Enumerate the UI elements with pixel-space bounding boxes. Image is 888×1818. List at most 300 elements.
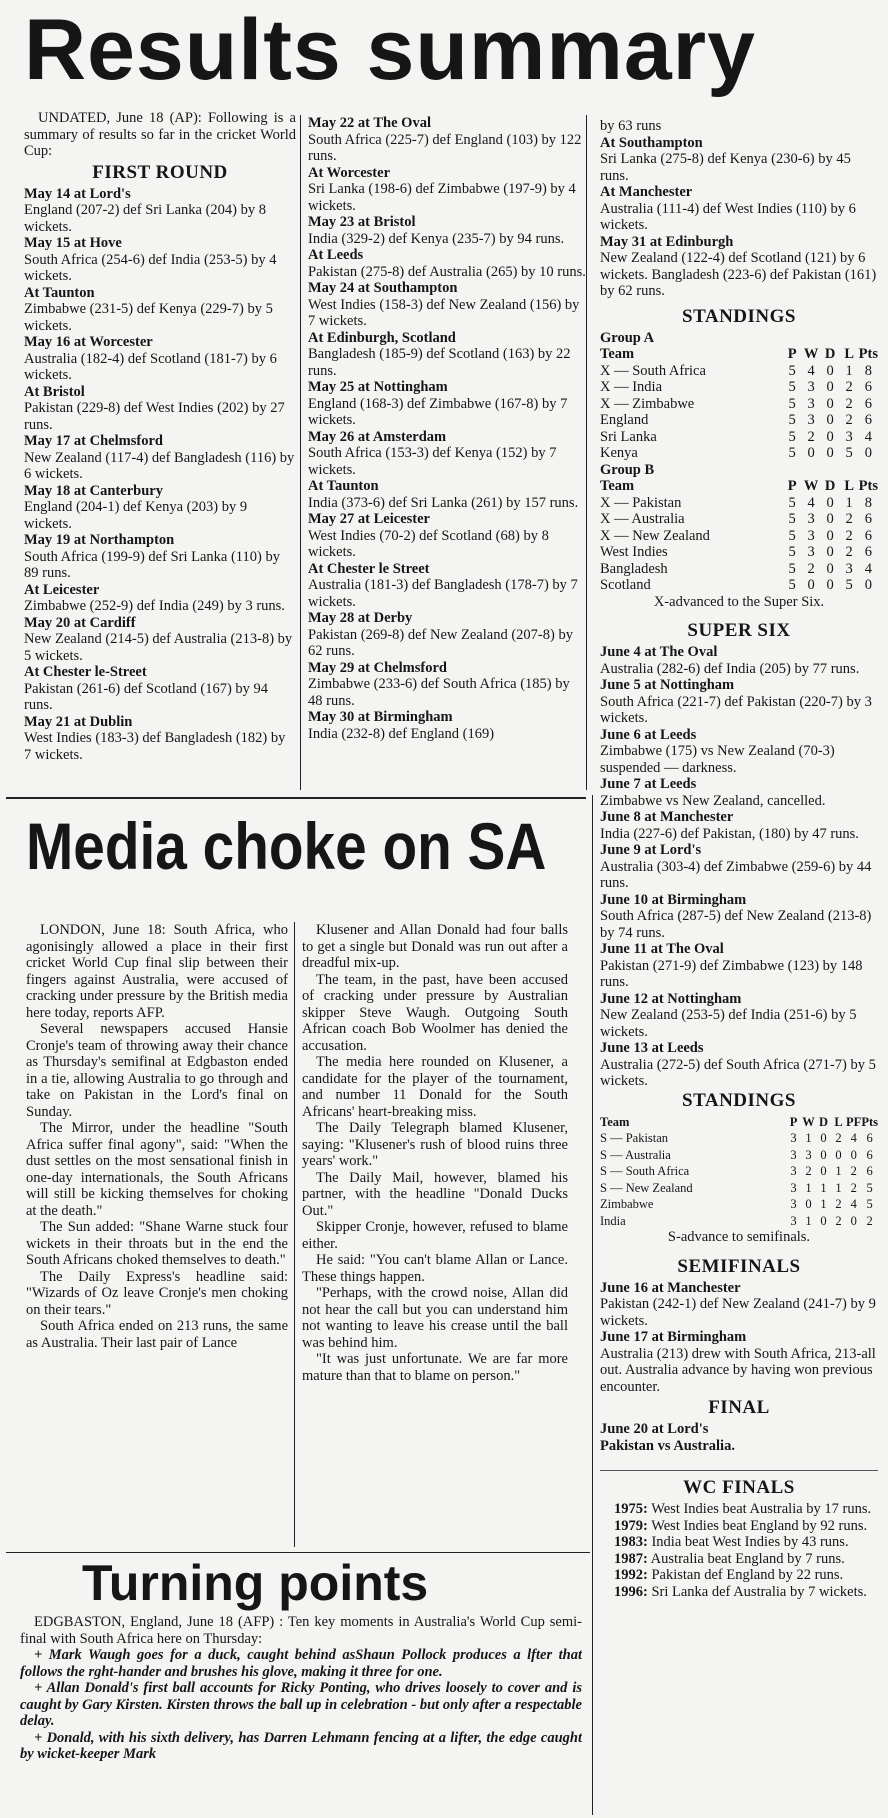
match-result: Australia (111-4) def West Indies (110) by 6 wickets. (600, 200, 856, 233)
table-cell: X — New Zealand (600, 527, 710, 544)
table-cell: 1 (805, 1180, 812, 1195)
match-entry (308, 280, 586, 330)
table-header (600, 1114, 878, 1131)
match-result: India (227-6) def Pakistan, (180) by 47 runs. (600, 825, 859, 842)
table-cell: Kenya (600, 445, 638, 461)
group-table (600, 478, 878, 594)
table-cell: 0 (864, 577, 872, 593)
turning-headline: Turning points (82, 1555, 429, 1611)
table-cell: 2 (835, 1131, 842, 1145)
wc-final-entry (600, 1567, 878, 1584)
match-entry (308, 165, 586, 215)
match-result: Zimbabwe (252-9) def India (249) by 3 runs. (24, 598, 285, 614)
intro-text: UNDATED, June 18 (AP): Following is a summary of results so far in the cricket World Cup: (24, 110, 296, 159)
match-entry (600, 809, 878, 842)
match-venue: At Chester le Street (308, 560, 430, 577)
table-cell: 5 (788, 362, 796, 379)
match-result: South Africa (199-9) def Sri Lanka (110) by 89 runs. (24, 548, 280, 581)
table-cell: 4 (864, 560, 872, 577)
match-entry (600, 991, 878, 1041)
match-result: England (204-1) def Kenya (203) by 9 wickets. (24, 499, 248, 532)
match-result: New Zealand (214-5) def Australia (213-8) by 5 wickets. (24, 631, 293, 664)
table-cell: 2 (805, 1164, 812, 1178)
article-paragraph: LONDON, June 18: South Africa, who agonisingly allowed a place in their first cricket World Cup final slip between their fingers against Australia, were accused of cracking under pressure by the British media here today, reports AFP. (26, 922, 288, 1021)
wc-final-year: 1987: (614, 1550, 648, 1567)
column-rule (300, 115, 301, 790)
table-cell: 1 (845, 494, 853, 511)
semifinals-heading: SEMIFINALS (677, 1255, 801, 1277)
article-paragraph: The Sun added: "Shane Warne stuck four wickets in their throats but in the end the South Africans choked themselves to death." (26, 1219, 288, 1268)
match-result: Bangladesh (185-9) def Scotland (163) by 22 runs. (308, 346, 571, 379)
match-venue: May 30 at Birmingham (308, 709, 453, 725)
wc-final-entry (600, 1518, 878, 1535)
table-cell: 3 (807, 395, 815, 412)
header-cell: L (834, 1114, 843, 1129)
table-cell: 0 (826, 428, 834, 445)
first-round-list-2 (308, 115, 586, 742)
match-venue: May 19 at Northampton (24, 532, 175, 548)
table-cell: England (600, 412, 649, 428)
match-venue: May 18 at Canterbury (24, 482, 163, 499)
match-venue: At Edinburgh, Scotland (308, 329, 456, 346)
first-round-list-3 (600, 118, 878, 300)
match-entry (24, 582, 296, 615)
match-result: England (207-2) def Sri Lanka (204) by 8 wickets. (24, 202, 267, 235)
table-row (600, 561, 878, 578)
match-entry (308, 330, 586, 380)
table-cell: 5 (788, 379, 796, 395)
match-entry (600, 677, 878, 727)
table-cell: 8 (864, 362, 872, 379)
header-cell: D (824, 478, 836, 494)
match-result: India (329-2) def Kenya (235-7) by 94 runs. (308, 230, 565, 247)
table-cell: 8 (864, 494, 872, 511)
match-entry (308, 660, 586, 710)
match-result: Sri Lanka (198-6) def Zimbabwe (197-9) by 4 wickets. (308, 181, 576, 214)
table-cell: 1 (820, 1197, 827, 1211)
table-row (600, 396, 878, 413)
table-row (600, 379, 878, 396)
table-cell: 5 (788, 527, 796, 544)
header-cell: W (802, 1114, 815, 1129)
table-row (600, 1213, 878, 1230)
table-cell: Zimbabwe (600, 1197, 654, 1211)
match-venue: At Worcester (308, 164, 391, 181)
first-round-heading: FIRST ROUND (92, 161, 228, 183)
match-entry (24, 433, 296, 483)
match-result: New Zealand (253-5) def India (251-6) by 5 wickets. (600, 1007, 857, 1040)
match-result: West Indies (158-3) def New Zealand (156) by 7 wickets. (308, 296, 580, 329)
article-paragraph: The Mirror, under the headline "South Africa suffer final agony", said: "When the dust settles on the most sensational finish in one-day internationals, the South Africans will still be kicking themselves for choking at the death." (26, 1120, 288, 1219)
section-rule (6, 797, 586, 799)
match-entry (600, 644, 878, 677)
article-paragraph: The team, in the past, have been accused of cracking under pressure by Australian skipper Steve Waugh. Outgoing South African coach Bob Woolmer has denied the accusation. (302, 971, 568, 1054)
table-cell: 5 (788, 511, 796, 527)
match-venue: May 17 at Chelmsford (24, 433, 163, 449)
turning-point: + Allan Donald's first ball accounts for Ricky Ponting, who drives loosely to cover and is caught by Gary Kirsten. Kirsten throws the ball up in celebration - but only after a respectable delay. (20, 1680, 582, 1729)
table-cell: 3 (807, 544, 815, 560)
table-row (600, 577, 878, 594)
table-cell: 5 (788, 544, 796, 560)
match-result: Australia (182-4) def Scotland (181-7) by 6 wickets. (24, 350, 277, 383)
table-cell: 6 (864, 511, 872, 527)
match-entry (600, 234, 878, 300)
table-cell: X — Zimbabwe (600, 395, 695, 412)
match-result: Pakistan (269-8) def New Zealand (207-8) by 62 runs. (308, 626, 573, 659)
match-entry (24, 186, 296, 236)
wc-final-year: 1992: (614, 1567, 648, 1583)
match-venue: At Leicester (24, 581, 100, 598)
table-cell: 0 (805, 1197, 812, 1211)
table-cell: 3 (790, 1164, 797, 1178)
match-result: Australia (213) drew with South Africa, 213-all out. Australia advance by having won previous encounter. (600, 1345, 876, 1395)
standings-heading: STANDINGS (682, 305, 796, 327)
table-row (600, 1130, 878, 1147)
table-cell: 0 (826, 379, 834, 395)
table-cell: 6 (864, 544, 872, 560)
table-header (600, 478, 878, 495)
match-result: New Zealand (122-4) def Scotland (121) by 6 wickets. Bangladesh (223-6) def Pakistan (161) by 62 runs. (600, 250, 877, 299)
table-cell: 0 (826, 362, 834, 379)
table-cell: 2 (850, 1180, 857, 1195)
table-row (600, 363, 878, 380)
article-paragraph: The Daily Express's headline said: "Wizards of Oz leave Cronje's men choking on their tears." (26, 1268, 288, 1318)
table-cell: 0 (826, 445, 834, 461)
table-cell: 3 (845, 428, 853, 445)
table-cell: 1 (835, 1180, 842, 1195)
table-cell: 0 (864, 445, 872, 461)
table-row (600, 1163, 878, 1180)
table-cell: 1 (820, 1180, 827, 1195)
match-result: Pakistan (275-8) def Australia (265) by 10 runs. (308, 263, 586, 280)
final-match: Pakistan vs Australia. (600, 1437, 735, 1454)
match-result: Zimbabwe (231-5) def Kenya (229-7) by 5 wickets. (24, 301, 273, 334)
wc-final-year: 1975: (614, 1501, 648, 1517)
table-cell: 2 (845, 544, 853, 560)
turning-body (20, 1614, 582, 1814)
table-cell: 4 (864, 428, 872, 445)
table-row (600, 429, 878, 446)
table-row (600, 445, 878, 462)
table-cell: 3 (845, 560, 853, 577)
table-cell: 2 (807, 560, 815, 577)
match-entry (308, 561, 586, 611)
match-entry (600, 1040, 878, 1090)
article-paragraph: Skipper Cronje, however, refused to blame either. (302, 1219, 568, 1252)
match-venue: June 8 at Manchester (600, 809, 734, 825)
wc-final-entry (600, 1501, 878, 1518)
wc-final-entry (600, 1584, 878, 1601)
match-result: Sri Lanka (275-8) def Kenya (230-6) by 45 runs. (600, 151, 851, 184)
table-cell: 6 (866, 1147, 873, 1162)
match-entry (308, 379, 586, 429)
table-cell: 3 (790, 1147, 797, 1162)
article-paragraph: "Perhaps, with the crowd noise, Allan did not hear the call but you can understand him not wanting to leave his crease until the ball was behind him. (302, 1285, 568, 1351)
match-entry (24, 532, 296, 582)
table-cell: 0 (826, 412, 834, 428)
match-venue: June 9 at Lord's (600, 842, 702, 858)
super-six-standings-heading: STANDINGS (682, 1089, 796, 1111)
match-venue: May 15 at Hove (24, 235, 122, 251)
table-row (600, 1196, 878, 1213)
table-cell: 3 (790, 1197, 797, 1211)
table-cell: West Indies (600, 544, 668, 560)
header-cell: P (787, 346, 797, 362)
table-cell: 2 (845, 395, 853, 412)
match-entry (24, 615, 296, 665)
match-result: Zimbabwe vs New Zealand, cancelled. (600, 792, 826, 809)
table-cell: 0 (820, 1213, 827, 1228)
table-cell: 5 (845, 445, 853, 461)
table-cell: 1 (805, 1213, 812, 1228)
table-cell: X — India (600, 379, 663, 395)
super-six-footnote: S-advance to semifinals. (667, 1229, 811, 1245)
header-cell: PF (846, 1114, 862, 1129)
match-venue: May 16 at Worcester (24, 334, 153, 350)
super-six-list (600, 644, 878, 1090)
match-entry (24, 334, 296, 384)
match-result: Pakistan (242-1) def New Zealand (241-7) by 9 wickets. (600, 1296, 876, 1329)
final-heading: FINAL (708, 1397, 770, 1418)
match-venue: May 21 at Dublin (24, 713, 133, 730)
table-cell: 5 (788, 577, 796, 593)
match-venue: May 29 at Chelmsford (308, 659, 447, 676)
match-venue: May 14 at Lord's (24, 185, 131, 202)
match-venue: June 7 at Leeds (600, 776, 697, 792)
table-cell: 3 (790, 1213, 797, 1228)
media-headline: Media choke on SA (26, 809, 547, 883)
match-venue: June 4 at The Oval (600, 644, 718, 660)
table-cell: 5 (788, 395, 796, 412)
first-round-list-1 (24, 186, 296, 764)
super-six-standings-table (600, 1114, 878, 1230)
table-cell: Scotland (600, 577, 651, 593)
first-round-column-1 (24, 110, 296, 794)
table-cell: 5 (866, 1180, 873, 1195)
header-cell: Team (600, 478, 635, 494)
header-cell: L (844, 346, 854, 362)
wc-finals-heading: WC FINALS (600, 1470, 878, 1499)
match-result: Zimbabwe (175) vs New Zealand (70-3) suspended — darkness. (600, 743, 835, 776)
table-cell: 3 (790, 1131, 797, 1145)
table-cell: Bangladesh (600, 560, 668, 577)
match-venue: May 27 at Leicester (308, 511, 430, 527)
wc-final-year: 1996: (614, 1583, 648, 1600)
match-result: Zimbabwe (233-6) def South Africa (185) by 48 runs. (308, 676, 570, 709)
match-entry (308, 709, 586, 742)
match-result: Pakistan (261-6) def Scotland (167) by 94 runs. (24, 680, 269, 713)
match-venue: May 25 at Nottingham (308, 379, 448, 395)
match-result: South Africa (153-3) def Kenya (152) by 7 wickets. (308, 445, 557, 478)
table-cell: 2 (835, 1213, 842, 1228)
match-result: Australia (181-3) def Bangladesh (178-7) by 7 wickets. (308, 577, 578, 610)
table-cell: S — Pakistan (600, 1131, 669, 1145)
table-header (600, 346, 878, 363)
table-cell: 5 (788, 560, 796, 577)
wc-final-result: India beat West Indies by 43 runs. (651, 1534, 849, 1550)
table-row (600, 544, 878, 561)
table-cell: 1 (845, 362, 853, 379)
table-cell: 5 (788, 428, 796, 445)
table-cell: 6 (866, 1164, 873, 1178)
table-cell: 0 (826, 494, 834, 511)
match-venue: June 17 at Birmingham (600, 1329, 747, 1345)
table-cell: 2 (845, 511, 853, 527)
article-paragraph: The Daily Telegraph blamed Klusener, saying: "Klusener's rush of blood ruins three years' work." (302, 1120, 568, 1169)
match-venue: At Bristol (24, 383, 85, 400)
table-cell: X — South Africa (600, 362, 706, 379)
match-venue: At Chester le-Street (24, 664, 147, 680)
header-cell: P (787, 478, 797, 494)
column-rule (586, 115, 587, 790)
match-venue: May 20 at Cardiff (24, 614, 136, 631)
header-cell: D (824, 346, 836, 362)
masthead-title: Results summary (24, 2, 756, 98)
match-result: South Africa (287-5) def New Zealand (213-8) by 74 runs. (600, 908, 872, 941)
match-entry (600, 118, 878, 135)
match-entry (308, 429, 586, 479)
match-entry (308, 115, 586, 165)
header-cell: D (819, 1114, 829, 1129)
wc-final-result: West Indies beat England by 92 runs. (651, 1517, 868, 1534)
table-cell: 6 (864, 412, 872, 428)
match-entry (24, 285, 296, 335)
match-entry (600, 842, 878, 892)
match-result: Pakistan (229-8) def West Indies (202) by 27 runs. (24, 400, 285, 433)
table-cell: 1 (805, 1131, 812, 1145)
table-cell: 5 (788, 412, 796, 428)
wc-final-result: Sri Lanka def Australia by 7 wickets. (651, 1583, 867, 1600)
match-venue: At Manchester (600, 184, 693, 200)
match-venue: May 24 at Southampton (308, 280, 458, 296)
group-name: Group B (600, 461, 655, 478)
table-cell: 2 (845, 412, 853, 428)
table-row (600, 1147, 878, 1164)
wc-final-year: 1983: (614, 1534, 648, 1550)
group-name: Group A (600, 329, 655, 346)
article-paragraph: He said: "You can't blame Allan or Lance. These things happen. (302, 1252, 568, 1285)
table-cell: 2 (807, 428, 815, 445)
wc-final-result: West Indies beat Australia by 17 runs. (651, 1501, 872, 1517)
match-entry (24, 664, 296, 714)
match-venue: May 26 at Amsterdam (308, 428, 447, 445)
match-entry (600, 727, 878, 777)
table-cell: X — Pakistan (600, 494, 682, 511)
match-entry (600, 184, 878, 234)
table-cell: 3 (807, 511, 815, 527)
super-six-heading: SUPER SIX (687, 620, 791, 641)
article-paragraph: "It was just unfortunate. We are far more mature than that to blame on person." (302, 1351, 568, 1384)
table-cell: 0 (820, 1164, 827, 1178)
match-venue: June 16 at Manchester (600, 1279, 741, 1296)
group-table (600, 346, 878, 462)
article-paragraph: Klusener and Allan Donald had four balls to get a single but Donald was run out after a dreadful mix-up. (302, 922, 568, 971)
match-entry (24, 714, 296, 764)
match-venue: May 22 at The Oval (308, 115, 431, 131)
right-column (600, 118, 878, 1813)
table-cell: 5 (845, 577, 853, 593)
column-rule (592, 795, 593, 1815)
wc-final-entry (600, 1551, 878, 1568)
match-entry (308, 247, 586, 280)
table-cell: 4 (850, 1197, 857, 1211)
article-paragraph: The media here rounded on Klusener, a candidate for the player of the tournament, and number 11 Donald for the South Africans' heart-breaking miss. (302, 1054, 568, 1120)
match-venue: At Taunton (308, 478, 379, 494)
table-cell: 6 (864, 395, 872, 412)
match-entry (600, 135, 878, 185)
article-paragraph: The Daily Mail, however, blamed his partner, with the headline "Donald Ducks Out." (302, 1169, 568, 1219)
table-cell: 0 (826, 527, 834, 544)
match-result: Australia (282-6) def India (205) by 77 runs. (600, 660, 860, 677)
header-cell: Team (600, 1114, 630, 1129)
match-result: by 63 runs (600, 118, 662, 134)
header-cell: Team (600, 346, 635, 362)
match-entry (308, 511, 586, 561)
table-cell: 4 (807, 494, 815, 511)
table-cell: 0 (835, 1147, 842, 1162)
match-entry (24, 235, 296, 285)
table-cell: 1 (835, 1164, 842, 1178)
turning-point: + Donald, with his sixth delivery, has Darren Lehmann fencing at a lifter, the edge caught by wicket-keeper Mark (20, 1729, 582, 1762)
match-entry (308, 610, 586, 660)
table-cell: Sri Lanka (600, 428, 657, 445)
match-venue: June 5 at Nottingham (600, 677, 735, 693)
table-row (600, 495, 878, 512)
match-entry (308, 214, 586, 247)
match-entry (600, 1280, 878, 1330)
table-cell: 0 (826, 544, 834, 560)
table-cell: 0 (826, 577, 834, 593)
article-paragraph: South Africa ended on 213 runs, the same as Australia. Their last pair of Lance (26, 1318, 288, 1351)
match-entry (24, 483, 296, 533)
match-entry (600, 776, 878, 809)
match-venue: June 6 at Leeds (600, 726, 697, 743)
match-result: Australia (272-5) def South Africa (271-7) by 5 wickets. (600, 1056, 876, 1089)
table-row (600, 1180, 878, 1197)
table-cell: 2 (845, 527, 853, 544)
match-result: South Africa (221-7) def Pakistan (220-7) by 3 wickets. (600, 693, 872, 726)
match-result: India (373-6) def Sri Lanka (261) by 157 runs. (308, 494, 579, 511)
table-cell: 0 (807, 577, 815, 593)
final-date: June 20 at Lord's (600, 1421, 709, 1437)
header-cell: Pts (861, 1114, 878, 1129)
table-cell: 2 (845, 379, 853, 395)
table-cell: 3 (807, 412, 815, 428)
table-row (600, 511, 878, 528)
wc-final-result: Australia beat England by 7 runs. (650, 1550, 845, 1567)
match-result: Pakistan (271-9) def Zimbabwe (123) by 148 runs. (600, 957, 863, 990)
match-venue: At Taunton (24, 284, 95, 301)
media-column-2 (302, 922, 568, 1550)
match-venue: May 28 at Derby (308, 610, 413, 626)
semifinals-list (600, 1280, 878, 1396)
table-cell: 0 (850, 1147, 857, 1162)
match-venue: June 11 at The Oval (600, 941, 724, 957)
match-result: South Africa (225-7) def England (103) by 122 runs. (308, 131, 582, 164)
match-venue: June 13 at Leeds (600, 1040, 704, 1056)
match-entry (24, 384, 296, 434)
header-cell: Pts (858, 346, 878, 362)
table-cell: 3 (805, 1147, 812, 1162)
header-cell: Pts (858, 478, 878, 494)
table-cell: 0 (826, 560, 834, 577)
table-cell: 6 (864, 379, 872, 395)
match-entry (308, 478, 586, 511)
header-cell: L (844, 478, 854, 494)
table-cell: 2 (835, 1197, 842, 1211)
table-cell: 4 (850, 1131, 857, 1145)
table-cell: 0 (850, 1213, 857, 1228)
